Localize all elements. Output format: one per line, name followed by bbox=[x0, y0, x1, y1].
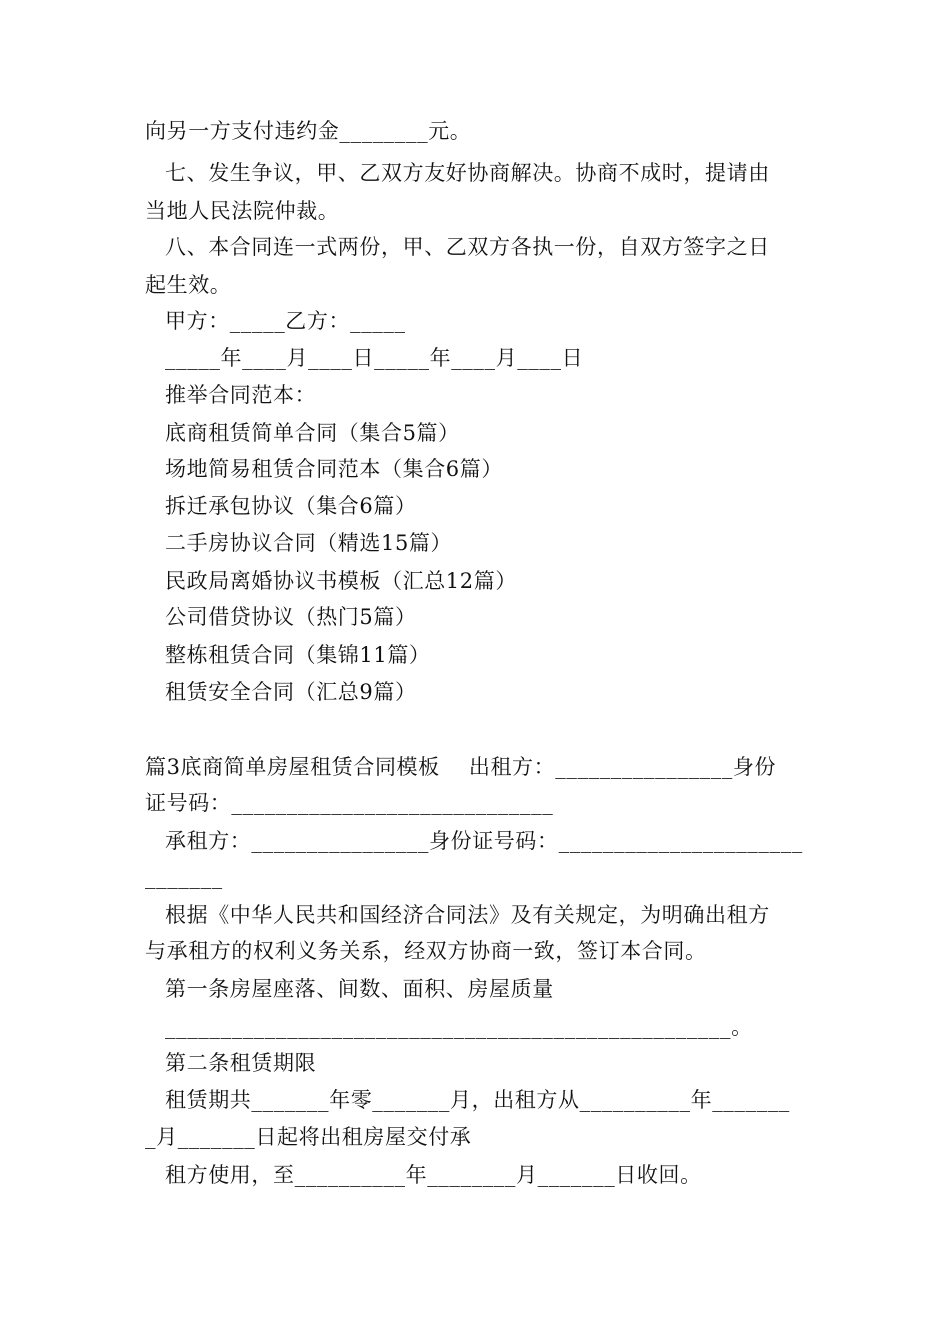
list-item: 二手房协议合同（精选15篇） bbox=[165, 531, 453, 555]
text-line: 根据《中华人民共和国经济合同法》及有关规定，为明确出租方 bbox=[165, 903, 770, 927]
text-line: 证号码：_____________________________ bbox=[145, 791, 554, 815]
text-line: 承租方：________________身份证号码：______________________ bbox=[165, 829, 803, 853]
text-line: 甲方：_____乙方：_____ bbox=[165, 309, 406, 333]
text-line: 推举合同范本： bbox=[165, 383, 317, 407]
text-line: _月_______日起将出租房屋交付承 bbox=[145, 1125, 472, 1149]
text-line: 七、发生争议，甲、乙双方友好协商解决。协商不成时，提请由 bbox=[165, 161, 770, 185]
text-line: 租方使用，至__________年________月_______日收回。 bbox=[165, 1163, 702, 1187]
text-line: 第一条房屋座落、间数、面积、房屋质量 bbox=[165, 977, 554, 1001]
section-heading: 篇3底商简单房屋租赁合同模板 出租方：________________身份 bbox=[145, 755, 777, 779]
list-item: 拆迁承包协议（集合6篇） bbox=[165, 494, 417, 518]
text-line: 八、本合同连一式两份，甲、乙双方各执一份，自双方签字之日 bbox=[165, 235, 770, 259]
text-line: _______ bbox=[145, 865, 223, 889]
list-item: 整栋租赁合同（集锦11篇） bbox=[165, 643, 431, 667]
text-line: 租赁期共_______年零_______月，出租方从__________年_______ bbox=[165, 1088, 790, 1112]
list-item: 底商租赁简单合同（集合5篇） bbox=[165, 421, 460, 445]
list-item: 场地简易租赁合同范本（集合6篇） bbox=[165, 457, 503, 481]
list-item: 公司借贷协议（热门5篇） bbox=[165, 605, 417, 629]
text-line: 当地人民法院仲裁。 bbox=[145, 199, 340, 223]
text-line: 起生效。 bbox=[145, 273, 232, 297]
text-line: 与承租方的权利义务关系，经双方协商一致，签订本合同。 bbox=[145, 939, 707, 963]
text-line: ___________________________________________________。 bbox=[165, 1015, 753, 1039]
text-line: 第二条租赁期限 bbox=[165, 1051, 317, 1075]
text-line: _____年____月____日_____年____月____日 bbox=[165, 346, 584, 370]
list-item: 民政局离婚协议书模板（汇总12篇） bbox=[165, 569, 517, 593]
text-line: 向另一方支付违约金________元。 bbox=[145, 119, 472, 143]
list-item: 租赁安全合同（汇总9篇） bbox=[165, 680, 417, 704]
